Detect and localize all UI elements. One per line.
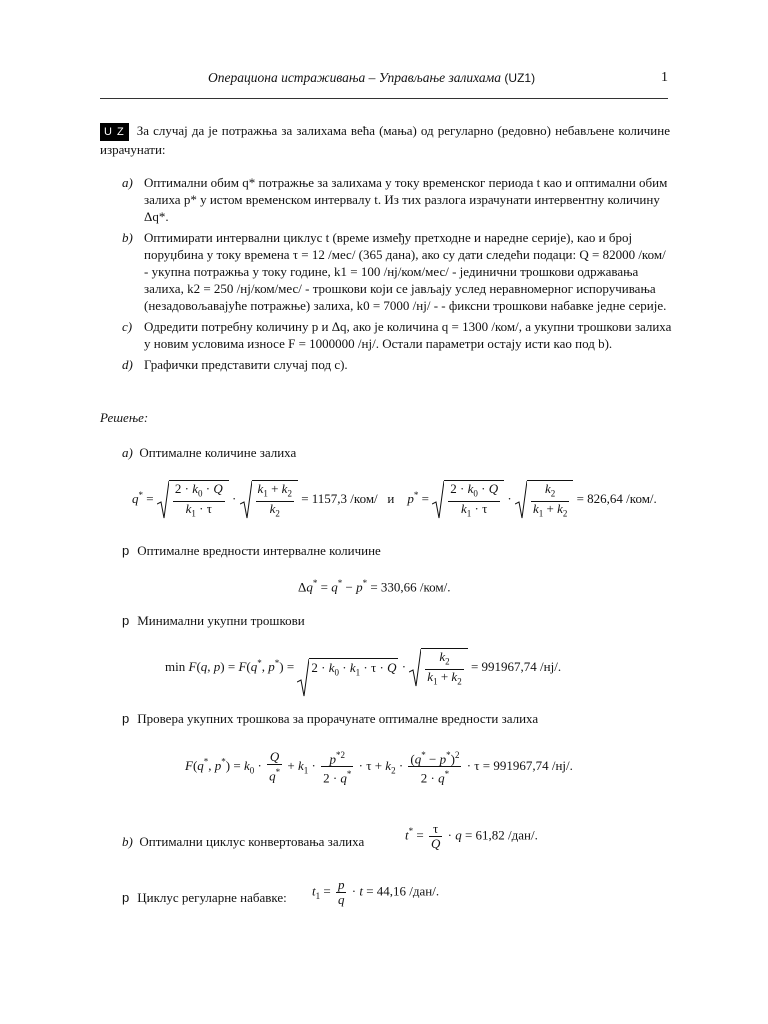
equation-optimal-cycle: t* = $\frac{\tau}{Q}$ · q = 61,82 /дан/. — [405, 821, 538, 851]
header-rule — [100, 98, 668, 99]
task-item: a) Оптимални обим q* потражње за залихама у току временског периода t као и оптимални обим залиха p* у истом временском интервалу t. Из тих разлога израчунати интервентну количину Δq*. — [122, 175, 668, 224]
problem-intro — [100, 122, 670, 159]
bullet-interval-quantity: р Оптималне вредности интервалне количине — [122, 543, 381, 558]
equation-regular-cycle: $t_1$ = $\frac{p}{q}$ · t = 44,16 /дан/. — [312, 877, 440, 907]
page-number: 1 — [661, 70, 668, 85]
bullet-regular-cycle: р Циклус регуларне набавке: — [122, 890, 287, 905]
task-item: b) Оптимирати интервални циклус t (време између претходне и наредне серије), као и број поруџбина у току времена τ = 12 /мес/ (365 дана), ако су дати следећи подаци: Q = 82000 /ком/ - укупна потражња у току године, k1 = 100 /нј/ком/мес/ - јединични трошкови одржавања залиха, k2 = 250 /нј/ком/мес/ - трошкови који се јављају услед неравномерног испоручивања (незадовољавајуће потражње) залиха, k0 = 7000 /нј/ - - фиксни трошкови набавке једне серије. — [122, 230, 667, 313]
equation-min-cost: min F(q, p) = F(q*, p*) = $2 \cdot k_0 \cdot k_1 \cdot \tau \cdot Q$ · $\frac{k_2}{k_1 + k_2}$ = 991967,74 /нј/. — [165, 648, 561, 688]
section-a-title: a) Оптималне количине залиха — [122, 445, 297, 460]
task-item: c) Одредити потребну количину p и Δq, ако је количина q = 1300 /ком/, а укупни трошкови залиха у новим условима износе F = 1000000 /нј/. Остали параметри остају исти као под b). — [122, 319, 672, 351]
task-list — [122, 174, 672, 377]
intro-text: За случај да је потражња за залихама већа (мања) од регуларно (редовно) небављене количине израчунати: — [100, 123, 670, 157]
bullet-cost-check: р Провера укупних трошкова за прорачунате оптималне вредности залиха — [122, 711, 539, 726]
section-b-title: b) Оптимални циклус конвертовања залиха — [122, 834, 365, 849]
equation-optimal-q-p: q* = $\frac{2 \cdot k_0 \cdot Q}{k_1 \cdot \tau}$ · $\frac{k_1 + k_2}{k_2}$ = 1157,3 /ком/ и p* = $\frac{2 \cdot k_0 \cdot Q}{k_1 \cdot \tau}$ · $\frac{k_2}{k_1 + k_2}$ = 826,64 /ком/. — [132, 481, 657, 519]
solution-heading: Решење: — [100, 410, 149, 425]
equation-delta-q: Δq* = q* − p* = 330,66 /ком/. — [298, 578, 451, 595]
page-header — [100, 70, 668, 90]
equation-cost-check: F(q*, $p^*) = k_0$ · $\frac{Q}{q^*}$ + $k_1$ · $\frac{p^{*2}}{2 \cdot q^*}$ · $\tau + k_2$ · $\frac{(q^* - p^*)^2}{2 \cdot q^*}$ · τ = 991967,74 /нј/. — [185, 749, 573, 786]
bullet-min-cost: р Минимални укупни трошкови — [122, 613, 305, 628]
header-title: Операциона истраживања – Управљање залихама (UZ1) — [208, 70, 536, 85]
problem-tag: U Z — [100, 123, 129, 141]
task-item: d) Графички представити случај под c). — [122, 357, 348, 372]
